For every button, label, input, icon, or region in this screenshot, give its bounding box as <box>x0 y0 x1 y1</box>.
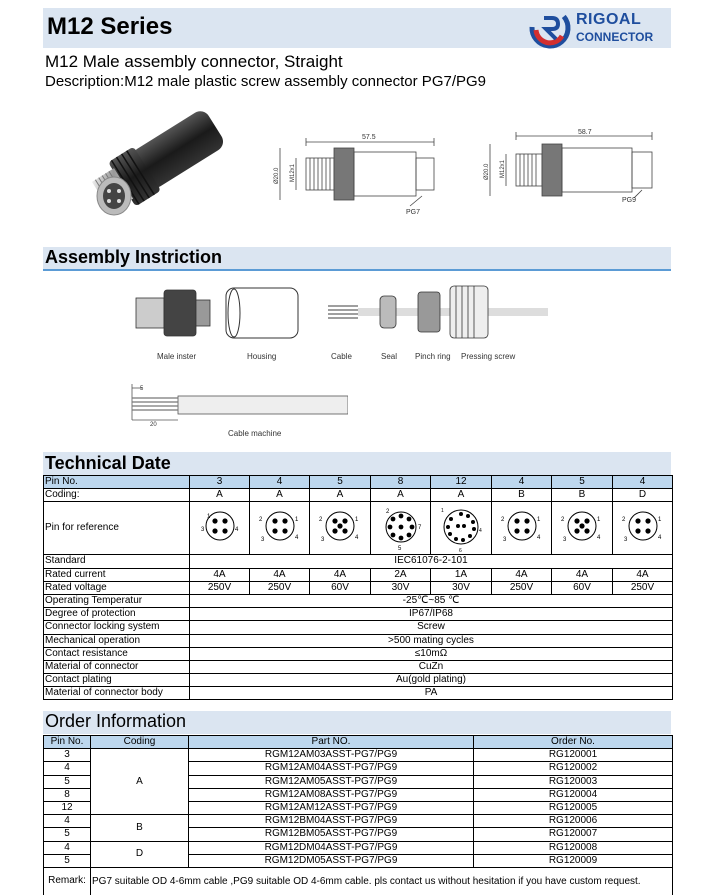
pin-num: 3 <box>563 537 567 544</box>
pin-no-cell: 5 <box>310 476 371 489</box>
pin-diagram-cell <box>190 502 250 555</box>
order-pin: 4 <box>44 841 91 854</box>
pin-layout-5-icon <box>315 504 365 552</box>
pin-no-cell: 8 <box>371 476 431 489</box>
spec-value: CuZn <box>190 660 673 673</box>
pin-no-cell: 4 <box>613 476 673 489</box>
coding-cell: B <box>492 489 552 502</box>
coding-cell: A <box>190 489 250 502</box>
pin-num: 2 <box>258 517 262 524</box>
pin-num: 4 <box>294 535 298 542</box>
drawing-pg7 <box>272 128 462 218</box>
pin-num: 2 <box>561 517 565 524</box>
current-row <box>44 568 673 581</box>
coding-cell: D <box>613 489 673 502</box>
coding-cell: A <box>250 489 310 502</box>
voltage-cell: 250V <box>613 581 673 594</box>
order-row <box>44 749 673 762</box>
pin-diagram-cell <box>431 502 492 555</box>
pg9-length: 58.7 <box>578 129 592 136</box>
connector-photo <box>78 98 238 228</box>
coding-cell: A <box>310 489 371 502</box>
order-part: RGM12AM03ASST-PG7/PG9 <box>189 749 474 762</box>
order-part: RGM12AM05ASST-PG7/PG9 <box>189 775 474 788</box>
pg9-gland: PG9 <box>622 197 637 204</box>
current-label: Rated current <box>44 568 190 581</box>
technical-table <box>43 475 673 700</box>
pin-num: 3 <box>200 527 204 534</box>
voltage-row <box>44 581 673 594</box>
pg7-length: 57.5 <box>362 134 376 141</box>
order-pin: 4 <box>44 815 91 828</box>
spec-row <box>44 674 673 687</box>
spec-value: PA <box>190 687 673 700</box>
spec-label: Operating Temperatur <box>44 594 190 607</box>
order-pin: 5 <box>44 775 91 788</box>
order-pin: 5 <box>44 854 91 867</box>
pin-num: 2 <box>385 509 389 516</box>
order-number: RG120007 <box>474 828 673 841</box>
order-number: RG120008 <box>474 841 673 854</box>
order-part: RGM12DM04ASST-PG7/PG9 <box>189 841 474 854</box>
order-header-row <box>44 736 673 749</box>
pin-num: 7 <box>417 525 421 532</box>
part-seal: Seal <box>381 352 398 361</box>
pin-num: 3 <box>321 537 325 544</box>
order-pin: 8 <box>44 788 91 801</box>
pin-num: 2 <box>319 517 323 524</box>
pin-no-label: Pin No. <box>44 476 190 489</box>
pin-layout-d4-icon <box>618 504 668 552</box>
spec-label: Contact resistance <box>44 647 190 660</box>
spec-label: Connector locking system <box>44 621 190 634</box>
product-description: Description:M12 male plastic screw assembly connector PG7/PG9 <box>45 73 487 90</box>
pin-num: 3 <box>260 537 264 544</box>
pin-diagram-cell <box>310 502 371 555</box>
voltage-label: Rated voltage <box>44 581 190 594</box>
voltage-cell: 250V <box>190 581 250 594</box>
strip-dim-5: 5 <box>140 386 144 392</box>
current-cell: 4A <box>613 568 673 581</box>
pin-reference-row <box>44 502 673 555</box>
order-part: RGM12BM04ASST-PG7/PG9 <box>189 815 474 828</box>
pin-num: 6 <box>459 548 462 555</box>
order-coding-d: D <box>91 841 189 867</box>
order-part: RGM12DM05ASST-PG7/PG9 <box>189 854 474 867</box>
brand-name: RIGOAL <box>576 11 642 28</box>
coding-cell: A <box>431 489 492 502</box>
brand-subname: CONNECTOR <box>576 30 654 44</box>
order-part: RGM12AM04ASST-PG7/PG9 <box>189 762 474 775</box>
pin-no-cell: 4 <box>492 476 552 489</box>
rigoal-logo-icon <box>528 6 572 50</box>
part-pinch-ring: Pinch ring <box>415 352 451 361</box>
spec-value: >500 mating cycles <box>190 634 673 647</box>
pg7-thread: M12x1 <box>290 163 296 182</box>
drawing-pg9 <box>482 128 672 218</box>
spec-label: Material of connector <box>44 660 190 673</box>
spec-value: Au(gold plating) <box>190 674 673 687</box>
spec-row <box>44 660 673 673</box>
part-cable: Cable <box>331 352 352 361</box>
current-cell: 1A <box>431 568 492 581</box>
pin-num: 5 <box>397 546 401 553</box>
pin-no-cell: 4 <box>250 476 310 489</box>
pin-num: 1 <box>206 514 210 521</box>
order-coding-b: B <box>91 815 189 841</box>
pin-layout-8-icon <box>376 503 426 553</box>
spec-value: IP67/IP68 <box>190 608 673 621</box>
spec-row <box>44 647 673 660</box>
brand-logo <box>528 6 668 50</box>
pin-layout-b5-icon <box>557 504 607 552</box>
current-cell: 4A <box>492 568 552 581</box>
pin-num: 4 <box>657 535 661 542</box>
pin-num: 2 <box>621 517 625 524</box>
pin-num: 4 <box>536 535 540 542</box>
order-number: RG120002 <box>474 762 673 775</box>
current-cell: 4A <box>190 568 250 581</box>
pin-num: 1 <box>536 517 540 524</box>
coding-row <box>44 489 673 502</box>
coding-label: Coding: <box>44 489 190 502</box>
technical-title: Technical Date <box>45 453 171 473</box>
current-cell: 4A <box>310 568 371 581</box>
standard-row <box>44 555 673 568</box>
order-header-pin: Pin No. <box>44 736 91 749</box>
order-number: RG120009 <box>474 854 673 867</box>
spec-value: ≤10mΩ <box>190 647 673 660</box>
assembly-rule <box>43 269 671 271</box>
order-header-part: Part NO. <box>189 736 474 749</box>
spec-value: Screw <box>190 621 673 634</box>
part-pressing-screw: Pressing screw <box>461 352 516 361</box>
order-header-coding: Coding <box>91 736 189 749</box>
spec-row <box>44 608 673 621</box>
pin-num: 4 <box>479 528 482 535</box>
remark-text: PG7 suitable OD 4-6mm cable ,PG9 suitable OD 4-6mm cable. pls contact us without hesitation if you have custom request. <box>91 867 673 895</box>
order-number: RG120001 <box>474 749 673 762</box>
standard-label: Standard <box>44 555 190 568</box>
spec-label: Material of connector body <box>44 687 190 700</box>
voltage-cell: 30V <box>431 581 492 594</box>
order-pin: 4 <box>44 762 91 775</box>
current-cell: 4A <box>250 568 310 581</box>
order-pin: 3 <box>44 749 91 762</box>
pin-no-cell: 12 <box>431 476 492 489</box>
pg9-diameter: Ø20.0 <box>484 163 490 180</box>
order-pin: 5 <box>44 828 91 841</box>
spec-row <box>44 594 673 607</box>
pin-num: 4 <box>597 535 601 542</box>
pin-no-cell: 3 <box>190 476 250 489</box>
part-housing: Housing <box>247 352 277 361</box>
pg7-gland: PG7 <box>406 209 421 216</box>
spec-row <box>44 634 673 647</box>
strip-dim-20: 20 <box>150 422 157 428</box>
voltage-cell: 250V <box>250 581 310 594</box>
order-title: Order Information <box>45 711 187 731</box>
cable-machine-caption: Cable machine <box>228 429 282 438</box>
pin-diagram-cell <box>613 502 673 555</box>
order-part: RGM12BM05ASST-PG7/PG9 <box>189 828 474 841</box>
pin-no-cell: 5 <box>552 476 613 489</box>
standard-value: IEC61076-2-101 <box>190 555 673 568</box>
order-row <box>44 841 673 854</box>
pin-diagram-cell <box>371 502 431 555</box>
spec-label: Mechanical operation <box>44 634 190 647</box>
pin-num: 4 <box>234 527 238 534</box>
pin-diagram-cell <box>492 502 552 555</box>
order-pin: 12 <box>44 801 91 814</box>
pin-layout-b4-icon <box>497 504 547 552</box>
product-title: M12 Male assembly connector, Straight <box>45 52 343 71</box>
order-number: RG120003 <box>474 775 673 788</box>
pin-diagram-cell <box>250 502 310 555</box>
remark-row <box>44 867 673 895</box>
coding-cell: B <box>552 489 613 502</box>
pin-layout-4-icon <box>255 504 305 552</box>
pin-layout-3-icon <box>195 504 245 552</box>
order-part: RGM12AM12ASST-PG7/PG9 <box>189 801 474 814</box>
pin-num: 3 <box>502 537 506 544</box>
pin-num: 1 <box>355 517 359 524</box>
spec-label: Contact plating <box>44 674 190 687</box>
current-cell: 4A <box>552 568 613 581</box>
spec-label: Degree of protection <box>44 608 190 621</box>
coding-cell: A <box>371 489 431 502</box>
pin-num: 4 <box>355 535 359 542</box>
voltage-cell: 60V <box>310 581 371 594</box>
pin-layout-12-icon <box>433 502 489 554</box>
series-title: M12 Series <box>47 13 173 40</box>
order-number: RG120005 <box>474 801 673 814</box>
order-table <box>43 735 673 895</box>
pg9-thread: M12x1 <box>500 159 506 178</box>
part-male-insert: Male inster <box>157 352 197 361</box>
order-number: RG120006 <box>474 815 673 828</box>
spec-row <box>44 621 673 634</box>
pin-no-row <box>44 476 673 489</box>
spec-value: -25℃~85 ℃ <box>190 594 673 607</box>
remark-label: Remark: <box>44 867 91 895</box>
pin-num: 1 <box>597 517 601 524</box>
pin-diagram-cell <box>552 502 613 555</box>
current-cell: 2A <box>371 568 431 581</box>
assembly-title: Assembly Instriction <box>45 247 223 267</box>
pin-reference-label: Pin for reference <box>44 502 190 555</box>
order-row <box>44 815 673 828</box>
order-header-order: Order No. <box>474 736 673 749</box>
spec-row <box>44 687 673 700</box>
order-part: RGM12AM08ASST-PG7/PG9 <box>189 788 474 801</box>
voltage-cell: 250V <box>492 581 552 594</box>
cable-strip-drawing <box>128 382 348 432</box>
order-coding-a: A <box>91 749 189 815</box>
pin-num: 1 <box>441 508 444 515</box>
pin-num: 1 <box>294 517 298 524</box>
voltage-cell: 60V <box>552 581 613 594</box>
pin-num: 2 <box>500 517 504 524</box>
pg7-diameter: Ø20.0 <box>274 167 280 184</box>
pin-num: 1 <box>657 517 661 524</box>
pin-num: 3 <box>623 537 627 544</box>
voltage-cell: 30V <box>371 581 431 594</box>
order-number: RG120004 <box>474 788 673 801</box>
assembly-parts-drawing <box>128 280 548 350</box>
